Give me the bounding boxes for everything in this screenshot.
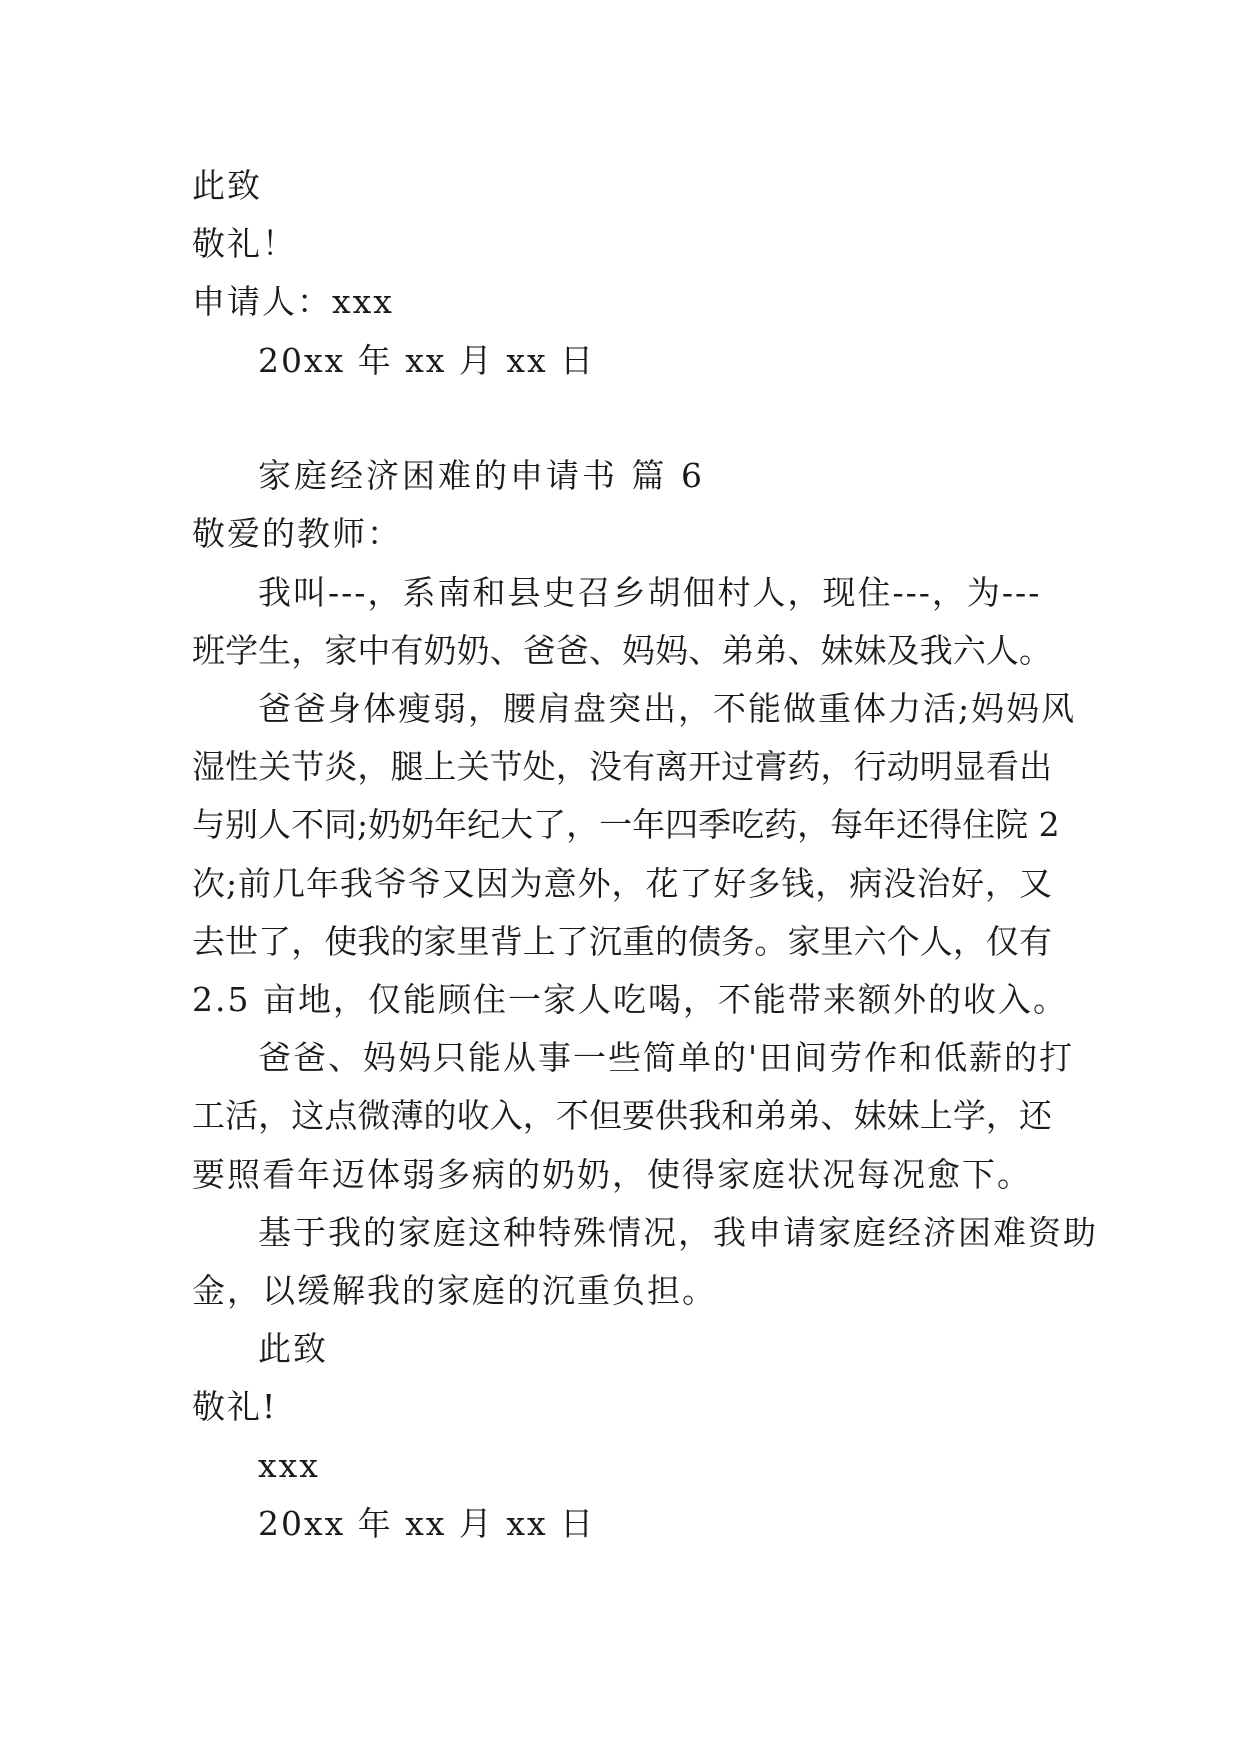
paragraph-2-line-3: 与别人不同;奶奶年纪大了，一年四季吃药，每年还得住院 2 [192, 805, 1060, 844]
paragraph-2-line-5: 去世了，使我的家里背上了沉重的债务。家里六个人，仅有 [192, 922, 1052, 961]
paragraph-1-line-1: 我叫---，系南和县史召乡胡佃村人，现住---，为--- [258, 573, 1042, 612]
paragraph-1-line-2: 班学生，家中有奶奶、爸爸、妈妈、弟弟、妹妹及我六人。 [192, 631, 1052, 670]
paragraph-3-line-2: 工活，这点微薄的收入，不但要供我和弟弟、妹妹上学，还 [192, 1096, 1052, 1135]
letter-salute: 此致 [258, 1329, 328, 1368]
letter-regards: 敬礼! [192, 1387, 278, 1426]
section-title: 家庭经济困难的申请书 篇 6 [258, 456, 705, 495]
paragraph-3-line-1: 爸爸、妈妈只能从事一些简单的'田间劳作和低薪的打 [258, 1038, 1075, 1077]
closing-date: 20xx 年 xx 月 xx 日 [258, 341, 596, 380]
paragraph-3-line-3: 要照看年迈体弱多病的奶奶，使得家庭状况每况愈下。 [192, 1155, 1032, 1194]
closing-regards: 敬礼！ [192, 224, 297, 263]
paragraph-2-line-2: 湿性关节炎，腿上关节处，没有离开过膏药，行动明显看出 [192, 747, 1052, 786]
closing-salute: 此致 [192, 166, 262, 205]
paragraph-2-line-4: 次;前几年我爷爷又因为意外，花了好多钱，病没治好，又 [192, 864, 1052, 903]
letter-signature: xxx [258, 1446, 320, 1485]
paragraph-4-line-1: 基于我的家庭这种特殊情况，我申请家庭经济困难资助 [258, 1213, 1098, 1252]
letter-greeting: 敬爱的教师： [192, 514, 402, 553]
letter-date: 20xx 年 xx 月 xx 日 [258, 1504, 596, 1543]
closing-applicant: 申请人：xxx [192, 282, 394, 321]
paragraph-2-line-1: 爸爸身体瘦弱，腰肩盘突出，不能做重体力活;妈妈风 [258, 689, 1077, 728]
paragraph-4-line-2: 金，以缓解我的家庭的沉重负担。 [192, 1271, 717, 1310]
paragraph-2-line-6: 2.5 亩地，仅能顾住一家人吃喝，不能带来额外的收入。 [192, 980, 1068, 1019]
